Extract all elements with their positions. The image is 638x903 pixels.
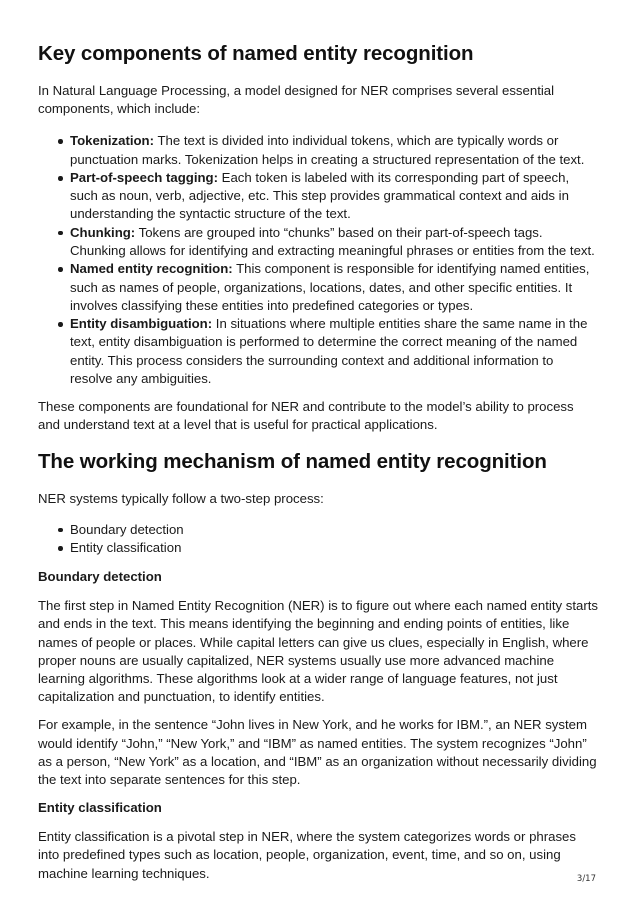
list-item bbox=[70, 169, 598, 224]
key-components-intro: In Natural Language Processing, a model designed for NER comprises several essential components, which include: bbox=[38, 83, 555, 117]
steps-list bbox=[38, 521, 598, 558]
list-item-term: Tokenization: bbox=[70, 133, 155, 149]
list-item: Boundary detection bbox=[70, 521, 598, 539]
page-number: 3/17 bbox=[576, 874, 596, 884]
list-item-text: Each token is labeled with its corresponding part of speech, such as noun, verb, adjective, etc. This step provides grammatical context and aids in understanding the syntactic structure of the text. bbox=[70, 170, 570, 222]
list-item-term: Chunking: bbox=[70, 224, 136, 240]
list-item bbox=[70, 315, 598, 388]
document-page bbox=[38, 40, 598, 893]
list-item bbox=[70, 260, 598, 315]
list-item: Entity classification bbox=[70, 539, 598, 557]
boundary-detection-paragraph: The first step in Named Entity Recognition (NER) is to figure out where each named entity starts and ends in the text. This means identifying the beginning and ending points of entities, like names of people or places. While capital letters can give us clues, especially in English, where proper nouns are usually capitalized, NER systems usually use more advanced machine learning algorithms. These algorithms look at a wider range of language features, not just capitalization and punctuation, to identify entities. bbox=[38, 598, 598, 705]
list-item-term: Part-of-speech tagging: bbox=[70, 170, 218, 185]
list-item-text: Tokens are grouped into “chunks” based on their part-of-speech tags. Chunking allows for identifying and extracting meaningful phrases or entities from the text. bbox=[70, 224, 595, 258]
components-list bbox=[38, 132, 598, 388]
list-item-text: This component is responsible for identifying named entities, such as names of people, organizations, locations, dates, and other specific entities. It involves classifying these entities into predefined categories or types. bbox=[70, 261, 590, 313]
list-item-term: Named entity recognition: bbox=[70, 261, 233, 277]
boundary-detection-example: For example, in the sentence “John lives in New York, and he works for IBM.”, an NER system would identify “John,” “New York,” and “IBM” as named entities. The system recognizes “John” as a person, “New York” as a location, and “IBM” as an organization without necessarily dividing the text into separate sentences for this step. bbox=[38, 717, 597, 788]
entity-classification-paragraph: Entity classification is a pivotal step in NER, where the system categorizes words or phrases into predefined types such as location, people, organization, event, time, and so on, using machine learning techniques. bbox=[38, 829, 576, 881]
subheading-entity-classification: Entity classification bbox=[38, 800, 162, 816]
key-components-closing: These components are foundational for NER and contribute to the model’s ability to process and understand text at a level that is useful for practical applications. bbox=[38, 399, 574, 433]
list-item bbox=[70, 132, 598, 168]
list-item-text: In situations where multiple entities share the same name in the text, entity disambiguation is performed to determine the correct meaning of the named entity. This process considers the surrounding context and additional information to resolve any ambiguities. bbox=[70, 316, 588, 386]
section-heading-working-mechanism: The working mechanism of named entity recognition bbox=[38, 450, 547, 474]
subheading-boundary-detection: Boundary detection bbox=[38, 569, 162, 585]
section-heading-key-components: Key components of named entity recognition bbox=[38, 42, 474, 65]
working-mechanism-intro: NER systems typically follow a two-step process: bbox=[38, 491, 324, 507]
list-item bbox=[70, 224, 598, 260]
list-item-text: The text is divided into individual tokens, which are typically words or punctuation marks. Tokenization helps in creating a structured representation of the text. bbox=[70, 133, 585, 167]
list-item-term: Entity disambiguation: bbox=[70, 316, 213, 332]
